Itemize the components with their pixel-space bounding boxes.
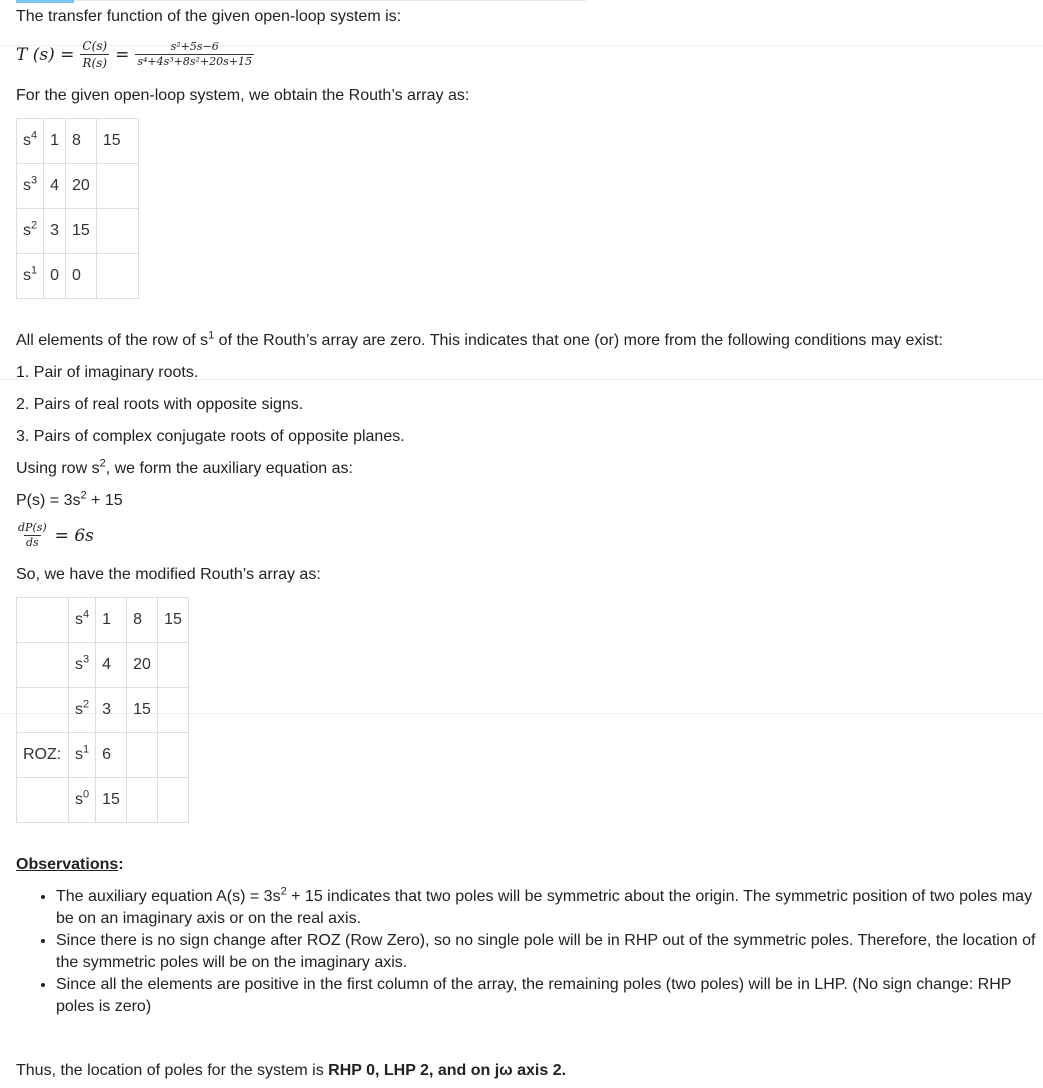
routh-cell: 8 — [66, 119, 97, 164]
routh-row — [17, 254, 139, 299]
row-power: 1 — [31, 264, 38, 277]
observations-colon: : — [118, 856, 124, 873]
condition-3: 3. Pairs of complex conjugate roots of opposite planes. — [16, 428, 405, 445]
tf-lhs: T (s) = — [16, 44, 75, 65]
modified-row-tag — [17, 688, 69, 733]
modified-routh-cell: 20 — [127, 643, 158, 688]
routh-row-label — [17, 254, 44, 299]
modified-row-label — [69, 733, 96, 778]
zero-row-post: of the Routh’s array are zero. This indicates that one (or) more from the following conditions may exist: — [214, 332, 943, 349]
derivative-den: ds — [25, 536, 39, 549]
modified-routh-cell: 1 — [96, 598, 127, 643]
observation-item — [56, 974, 1040, 1018]
zero-row-power: 1 — [208, 329, 215, 342]
row-var: s — [75, 791, 83, 808]
top-divider — [16, 0, 586, 1]
tf-ratio-num: C(s) — [82, 39, 108, 53]
zero-row-pre: All elements of the row of s — [16, 332, 209, 349]
routh-cell: 20 — [66, 164, 97, 209]
modified-row-label — [69, 643, 96, 688]
row-power: 4 — [83, 608, 90, 621]
modified-routh-cell: 15 — [96, 778, 127, 823]
modified-routh-row — [17, 688, 189, 733]
routh-table — [16, 118, 139, 299]
row-var: s — [23, 267, 31, 284]
aux-intro-post: , we form the auxiliary equation as: — [105, 460, 353, 477]
row-var: s — [75, 611, 83, 628]
row-var: s — [23, 222, 31, 239]
derivative-rhs: = 6s — [54, 525, 94, 546]
routh-intro: For the given open-loop system, we obtain the Routh’s array as: — [16, 87, 470, 104]
aux-intro — [16, 457, 353, 481]
modified-row-tag — [17, 598, 69, 643]
modified-row-label — [69, 598, 96, 643]
modified-row-label — [69, 688, 96, 733]
routh-cell: 0 — [44, 254, 66, 299]
aux-intro-pre: Using row s — [16, 460, 100, 477]
modified-routh-cell: 15 — [127, 688, 158, 733]
routh-cell: 1 — [44, 119, 66, 164]
row-power: 1 — [83, 743, 90, 756]
modified-intro: So, we have the modified Routh’s array as: — [16, 566, 321, 583]
row-power: 4 — [31, 129, 38, 142]
observations-heading — [16, 853, 124, 877]
modified-routh-cell: 15 — [158, 598, 189, 643]
modified-routh-cell: 8 — [127, 598, 158, 643]
modified-row-label — [69, 778, 96, 823]
routh-cell — [96, 209, 138, 254]
modified-routh-cell — [158, 733, 189, 778]
routh-row-label — [17, 209, 44, 254]
row-var: s — [75, 656, 83, 673]
routh-cell — [96, 164, 138, 209]
modified-routh-cell — [158, 643, 189, 688]
routh-cell: 15 — [66, 209, 97, 254]
derivative-equation — [16, 521, 94, 550]
aux-equation — [16, 489, 123, 513]
top-accent-bar — [16, 0, 74, 3]
modified-routh-cell: 3 — [96, 688, 127, 733]
routh-cell: 3 — [44, 209, 66, 254]
routh-row — [17, 209, 139, 254]
row-power: 2 — [31, 219, 38, 232]
observation-pre: Since there is no sign change after ROZ (Row Zero), so no single pole will be in RHP out of the symmetric poles. Therefore, the location of the symmetric poles will be on the imaginary axis. — [56, 932, 1036, 971]
modified-routh-row — [17, 598, 189, 643]
modified-routh-row — [17, 733, 189, 778]
row-var: s — [23, 177, 31, 194]
row-power: 3 — [83, 653, 90, 666]
routh-cell: 15 — [96, 119, 138, 164]
modified-row-tag — [17, 778, 69, 823]
tf-ratio — [80, 38, 109, 71]
routh-row — [17, 119, 139, 164]
modified-routh-table — [16, 597, 189, 823]
modified-routh-row — [17, 643, 189, 688]
condition-2: 2. Pairs of real roots with opposite signs. — [16, 396, 304, 413]
observation-item — [56, 930, 1040, 974]
modified-routh-cell — [158, 688, 189, 733]
row-var: s — [23, 132, 31, 149]
intro-text: The transfer function of the given open-loop system is: — [16, 8, 402, 25]
derivative-fraction — [16, 521, 49, 550]
modified-routh-cell: 6 — [96, 733, 127, 778]
routh-cell: 4 — [44, 164, 66, 209]
tf-denominator: s⁴+4s³+8s²+20s+15 — [137, 55, 253, 68]
aux-eq-post: + 15 — [86, 492, 123, 509]
observation-pre: The auxiliary equation A(s) = 3s — [56, 888, 281, 905]
routh-row-label — [17, 119, 44, 164]
modified-routh-cell — [158, 778, 189, 823]
aux-eq-pre: P(s) = 3s — [16, 492, 81, 509]
observations-title: Observations — [16, 856, 119, 873]
routh-row-label — [17, 164, 44, 209]
modified-row-tag — [17, 643, 69, 688]
tf-equals: = — [115, 44, 130, 65]
routh-row — [17, 164, 139, 209]
observation-item — [56, 886, 1040, 930]
observations-list — [16, 886, 1040, 1018]
condition-1: 1. Pair of imaginary roots. — [16, 364, 199, 381]
modified-row-tag: ROZ: — [17, 733, 69, 778]
conclusion-bold: RHP 0, LHP 2, and on jω axis 2. — [328, 1062, 567, 1079]
conclusion-pre: Thus, the location of poles for the system is — [16, 1062, 329, 1079]
tf-fraction — [135, 40, 254, 69]
conclusion — [16, 1059, 566, 1083]
row-power: 0 — [83, 788, 90, 801]
routh-cell: 0 — [66, 254, 97, 299]
modified-routh-cell — [127, 733, 158, 778]
tf-ratio-den: R(s) — [82, 56, 108, 70]
tf-numerator: s²+5s−6 — [170, 40, 219, 53]
aux-intro-power: 2 — [99, 457, 106, 470]
row-var: s — [75, 701, 83, 718]
routh-cell — [96, 254, 138, 299]
zero-row-text — [16, 329, 943, 353]
aux-eq-power: 2 — [80, 489, 87, 502]
observation-pre: Since all the elements are positive in the first column of the array, the remaining poles (two poles) will be in LHP. (No sign change: RHP poles is zero) — [56, 976, 1012, 1015]
derivative-num: dP(s) — [18, 521, 47, 534]
observation-post: + 15 indicates that two poles will be symmetric about the origin. The symmetric position of two poles may be on an imaginary axis or on the real axis. — [56, 888, 1033, 927]
observation-power: 2 — [280, 885, 287, 898]
row-var: s — [75, 746, 83, 763]
row-power: 3 — [31, 174, 38, 187]
modified-routh-cell — [127, 778, 158, 823]
modified-routh-cell: 4 — [96, 643, 127, 688]
transfer-function — [16, 38, 254, 71]
row-power: 2 — [83, 698, 90, 711]
modified-routh-row — [17, 778, 189, 823]
